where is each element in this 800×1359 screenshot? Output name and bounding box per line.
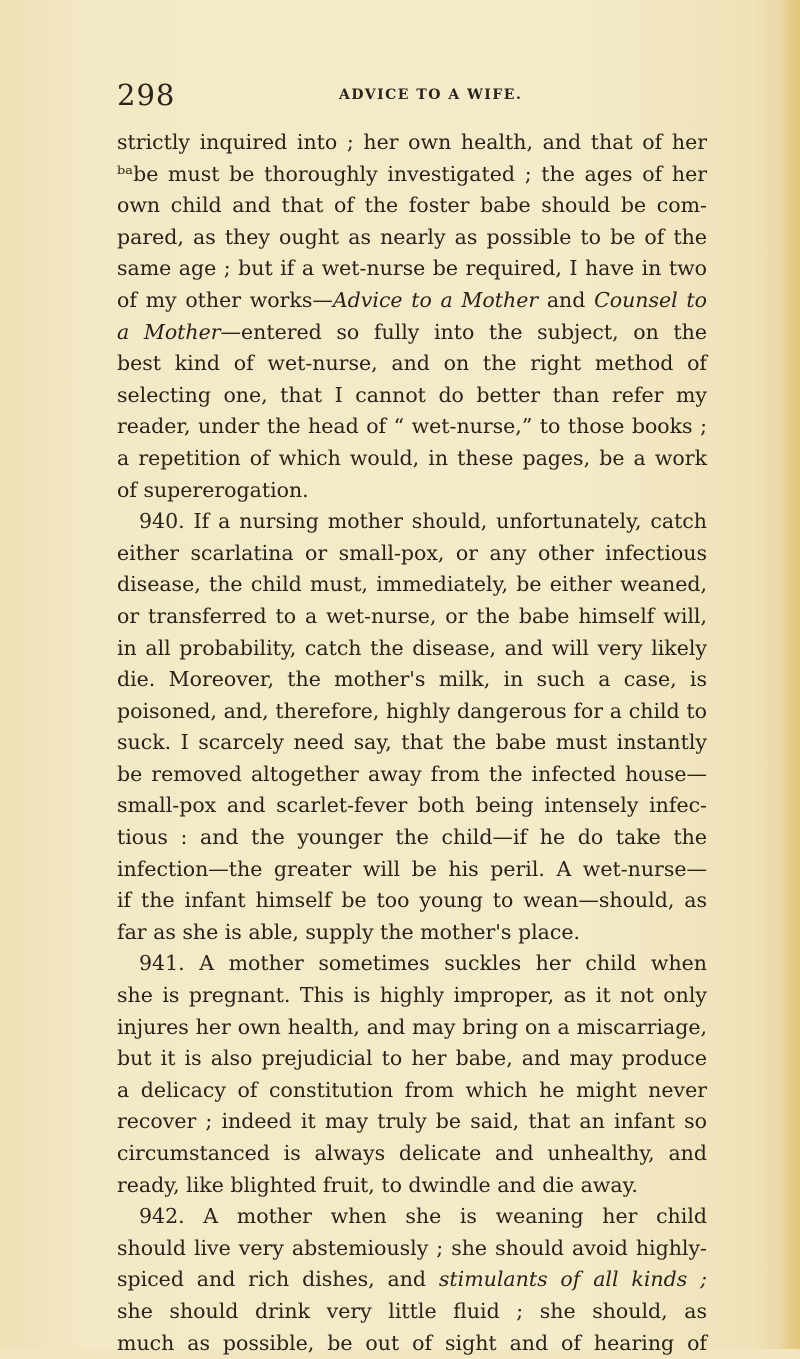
body-text <box>117 127 707 1359</box>
text-line: or transferred to a wet-nurse, or the babe himself will, <box>117 603 707 628</box>
text-line: a repetition of which would, in these pages, be a work <box>117 445 707 470</box>
text-line: tious : and the younger the child—if he do take the <box>117 825 707 850</box>
text-line: 940. If a nursing mother should, unfortunately, catch <box>139 509 707 534</box>
page-edge-shading <box>778 0 800 1349</box>
italic-title: a Mother <box>117 319 221 344</box>
text-segment: —entered so fully into the subject, on the <box>220 319 707 344</box>
text-line: suck. I scarcely need say, that the babe must instantly <box>117 730 707 755</box>
text-line: of supererogation. <box>117 477 309 502</box>
text-line: poisoned, and, therefore, highly dangerous for a child to <box>117 698 707 723</box>
text-line: selecting one, that I cannot do better than refer my <box>117 382 707 407</box>
text-line <box>117 317 707 349</box>
text-line: she should drink very little fluid ; she should, as <box>117 1298 707 1323</box>
text-segment: spiced and rich dishes, and <box>117 1267 439 1292</box>
text-line: if the infant himself be too young to wean—should, as <box>117 888 707 913</box>
text-line <box>117 1264 707 1296</box>
italic-title: Counsel to <box>594 287 707 312</box>
text-line: strictly inquired into ; her own health, and that of her <box>117 130 707 154</box>
text-line: 941. A mother sometimes suckles her child when <box>139 951 707 976</box>
text-line: reader, under the head of “ wet-nurse,” to those books ; <box>117 414 707 439</box>
text-line: much as possible, be out of sight and of hearing of <box>117 1330 707 1355</box>
italic-title: Advice to a Mother <box>332 287 539 312</box>
running-title: ADVICE TO A WIFE. <box>339 87 523 103</box>
text-line: in all probability, catch the disease, and will very likely <box>117 635 707 660</box>
text-line: ready, like blighted fruit, to dwindle and die away. <box>117 1172 638 1197</box>
text-line: ᵇᵃbe must be thoroughly investigated ; the ages of her <box>117 161 707 186</box>
text-line: either scarlatina or small-pox, or any other infectious <box>117 540 707 565</box>
text-line: circumstanced is always delicate and unhealthy, and <box>117 1141 707 1165</box>
text-line: disease, the child must, immediately, be either weaned, <box>117 572 707 597</box>
text-line: best kind of wet-nurse, and on the right method of <box>117 351 707 376</box>
text-line: recover ; indeed it may truly be said, that an infant so <box>117 1109 707 1134</box>
text-segment: and <box>538 287 595 312</box>
page-number: 298 <box>117 78 176 112</box>
page-header <box>117 78 697 118</box>
text-line: infection—the greater will be his peril. A wet-nurse— <box>117 856 707 881</box>
text-line: same age ; but if a wet-nurse be required, I have in two <box>117 256 707 281</box>
text-line: injures her own health, and may bring on a miscarriage, <box>117 1014 707 1039</box>
text-line: far as she is able, supply the mother's place. <box>117 919 580 944</box>
text-line: she is pregnant. This is highly improper, as it not only <box>117 983 707 1008</box>
text-line: be removed altogether away from the infected house— <box>117 761 707 786</box>
text-line: but it is also prejudicial to her babe, and may produce <box>117 1046 707 1071</box>
text-line: small-pox and scarlet-fever both being intensely infec- <box>117 793 707 818</box>
text-line <box>117 285 707 317</box>
text-line: pared, as they ought as nearly as possible to be of the <box>117 224 707 249</box>
text-line: die. Moreover, the mother's milk, in such a case, is <box>117 667 707 692</box>
text-line: should live very abstemiously ; she should avoid highly- <box>117 1235 707 1260</box>
text-segment: of my other works— <box>117 287 333 312</box>
text-line: a delicacy of constitution from which he might never <box>117 1077 707 1102</box>
italic-title: stimulants of all kinds ; <box>438 1267 707 1292</box>
text-line: own child and that of the foster babe should be com- <box>117 193 707 218</box>
text-line: 942. A mother when she is weaning her child <box>139 1204 707 1229</box>
